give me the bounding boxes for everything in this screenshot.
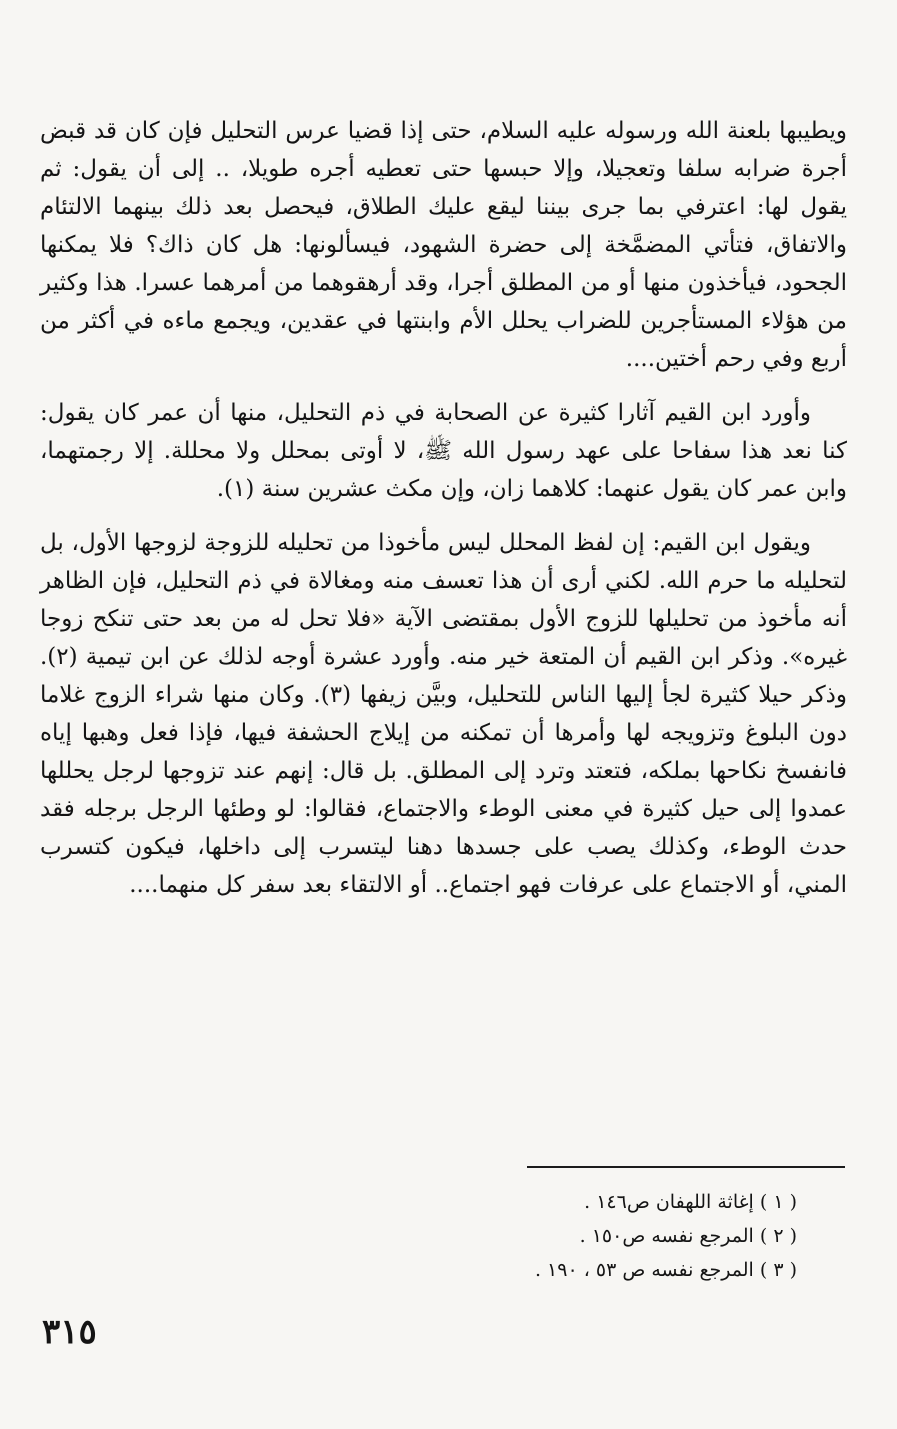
footnote-2: ( ٢ ) المرجع نفسه ص١٥٠ . (579, 1225, 797, 1247)
footnote-1: ( ١ ) إغاثة اللهفان ص١٤٦ . (584, 1191, 797, 1213)
paragraph-1: ويطيبها بلعنة الله ورسوله عليه السلام، حتى إذا قضيا عرس التحليل فإن كان قد قبض أجرة ضرابه سلفا وتعجيلا، وإلا حبسها حتى تعطيه أجره طويلا، .. إلى أن يقول: ثم يقول لها: اعترفي بما جرى بيننا ليقع عليك الطلاق، فيحصل بعد ذلك بينهما الالتئام والاتفاق، فتأتي المضمَّخة إلى حضرة الشهود، فيسألونها: هل كان ذاك؟ فلا يمكنها الجحود، فيأخذون منها أو من المطلق أجرا، وقد أرهقوهما من أمرهما عسرا. هذا وكثير من هؤلاء المستأجرين للضراب يحلل الأم وابنتها في عقدين، ويجمع ماءه في أكثر من أربع وفي رحم أختين.... (40, 118, 847, 372)
footnote-3: ( ٣ ) المرجع نفسه ص ٥٣ ، ١٩٠ . (534, 1259, 797, 1281)
main-text (40, 112, 847, 920)
page-number: ٣١٥ (42, 1312, 97, 1352)
footnotes (300, 1185, 797, 1287)
paragraph-3: ويقول ابن القيم: إن لفظ المحلل ليس مأخوذا من تحليله للزوجة لزوجها الأول، بل لتحليله ما حرم الله. لكني أرى أن هذا تعسف منه ومغالاة في ذم التحليل، فإن الظاهر أنه مأخوذ من تحليلها للزوج الأول بمقتضى الآية «فلا تحل له من بعد حتى تنكح زوجا غيره». وذكر ابن القيم أن المتعة خير منه. وأورد عشرة أوجه لذلك عن ابن تيمية (٢). وذكر حيلا كثيرة لجأ إليها الناس للتحليل، وبيَّن زيفها (٣). وكان منها شراء الزوج غلاما دون البلوغ وتزويجه لها وأمرها أن تمكنه من إيلاج الحشفة فيها، فإذا فعل وهبها إياه فانفسخ نكاحها بملكه، فتعتد وترد إلى المطلق. بل قال: إنهم عند تزوجها لرجل يحللها عمدوا إلى حيل كثيرة في معنى الوطء والاجتماع، فقالوا: لو وطئها الرجل برجله فقد حدث الوطء، وكذلك يصب على جسدها دهنا ليتسرب إلى داخلها، فيكون كتسرب المني، أو الاجتماع على عرفات فهو اجتماع.. أو الالتقاء بعد سفر كل منهما.... (40, 530, 848, 898)
paragraph-2: وأورد ابن القيم آثارا كثيرة عن الصحابة في ذم التحليل، منها أن عمر كان يقول: كنا نعد هذا سفاحا على عهد رسول الله ﷺ، لا أوتى بمحلل ولا محللة. إلا رجمتهما، وابن عمر كان يقول عنهما: كلاهما زان، وإن مكث عشرين سنة (١). (40, 400, 847, 502)
footnote-divider (527, 1166, 845, 1168)
